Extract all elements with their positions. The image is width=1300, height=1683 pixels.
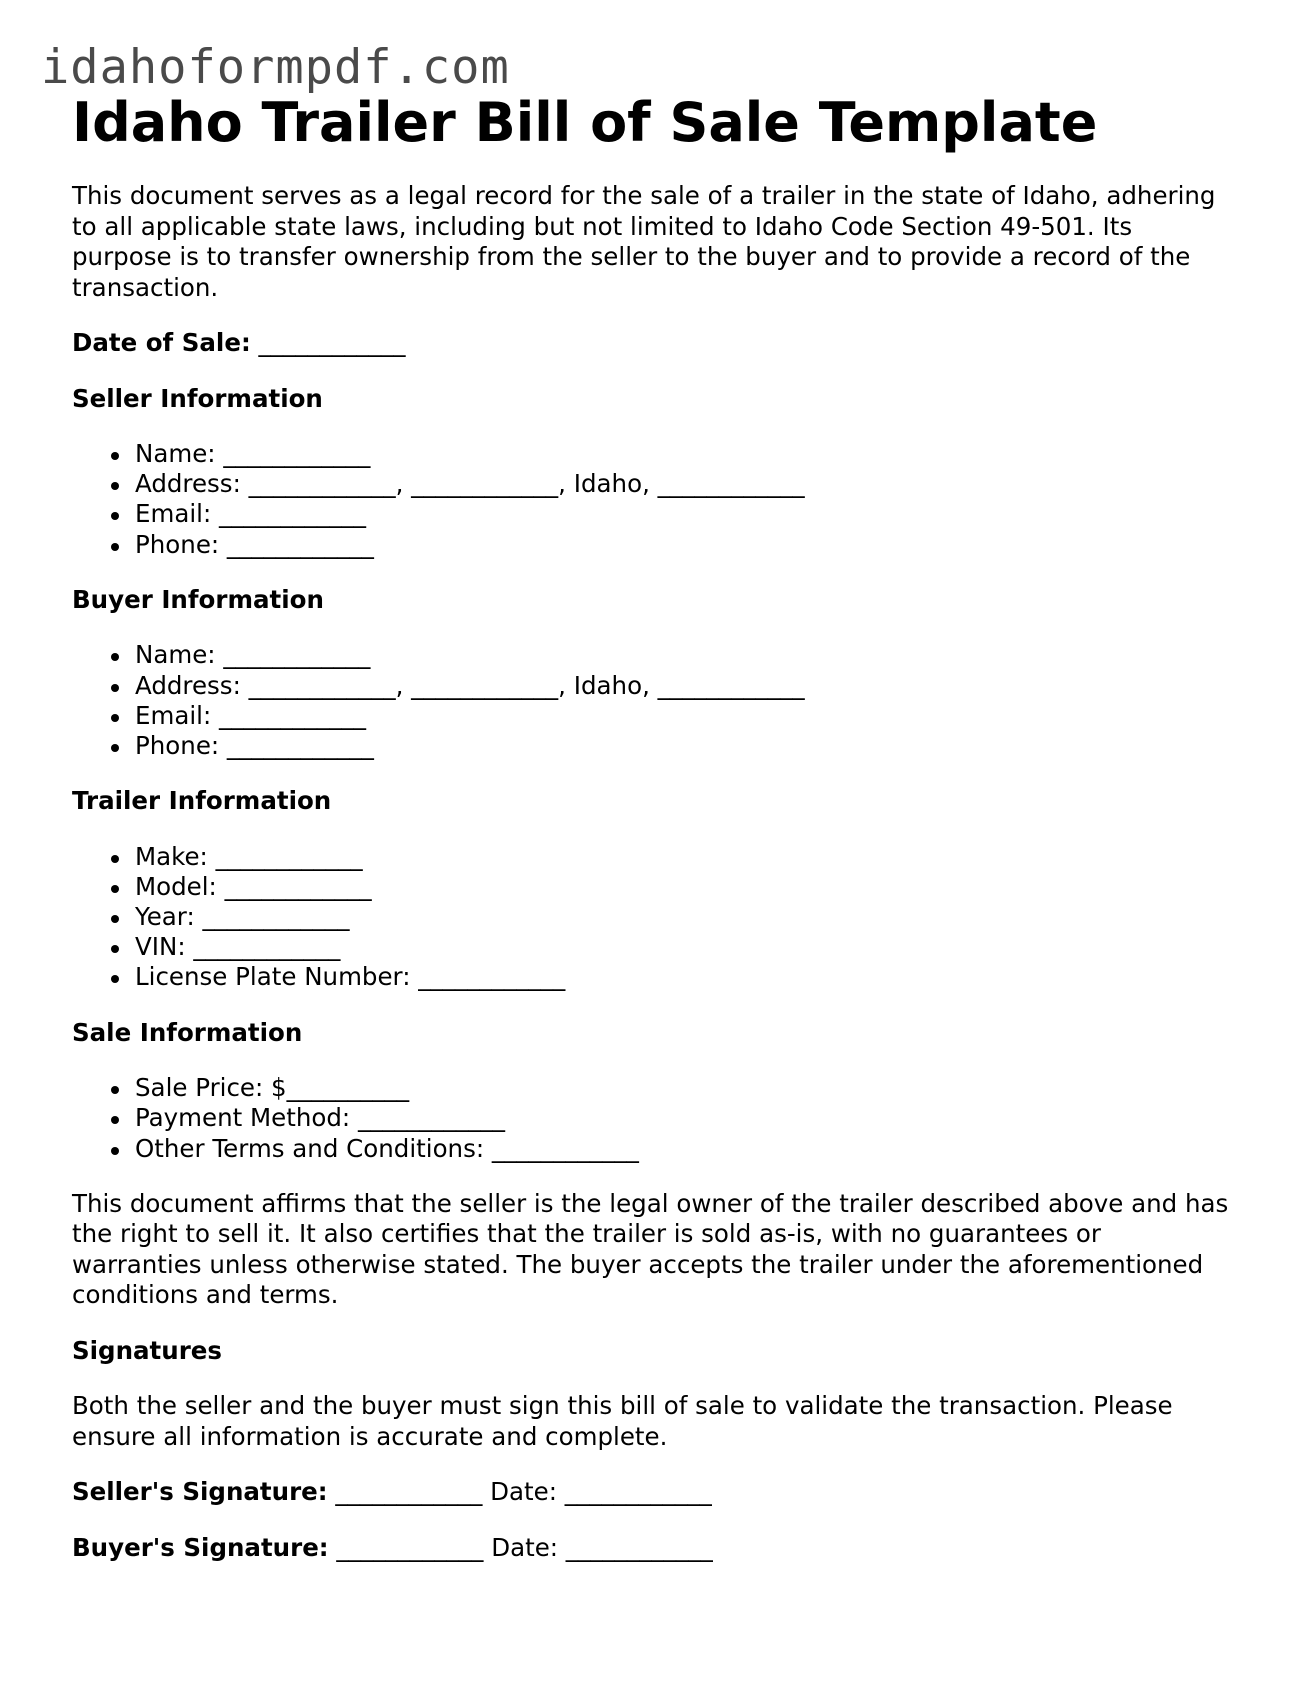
- seller-phone-field[interactable]: Phone: ____________: [135, 530, 1232, 560]
- seller-section-heading: Seller Information: [72, 383, 323, 413]
- payment-method-field[interactable]: Payment Method: ____________: [135, 1103, 1232, 1133]
- buyer-signature-line[interactable]: [72, 1533, 1232, 1564]
- watermark: idahoformpdf.com: [41, 40, 510, 95]
- seller-signature-label: Seller's Signature:: [72, 1477, 328, 1507]
- buyer-email-field[interactable]: Email: ____________: [135, 701, 1232, 731]
- seller-name-field[interactable]: Name: ____________: [135, 439, 1232, 469]
- buyer-address-field[interactable]: Address: ____________, ____________, Idaho, ____________: [135, 671, 1232, 701]
- other-terms-field[interactable]: Other Terms and Conditions: ____________: [135, 1134, 1232, 1164]
- trailer-list: [72, 842, 1232, 993]
- page-title: Idaho Trailer Bill of Sale Template: [72, 91, 1098, 154]
- trailer-section-heading: Trailer Information: [72, 786, 332, 816]
- sale-list: [72, 1073, 1232, 1164]
- buyer-signature-label: Buyer's Signature:: [72, 1532, 329, 1562]
- intro-paragraph: This document serves as a legal record for the sale of a trailer in the state of Idaho, adhering to all applicable state laws, including but not limited to Idaho Code Section 49-501. Its purpose is to transfer ownership from the seller to the buyer and to provide a record of the transaction.: [72, 181, 1216, 302]
- buyer-name-field[interactable]: Name: ____________: [135, 640, 1232, 670]
- seller-signature-blank[interactable]: ____________: [335, 1477, 483, 1507]
- signatures-instruction: Both the seller and the buyer must sign this bill of sale to validate the transaction. Please ensure all information is accurate and complete.: [72, 1391, 1173, 1451]
- seller-list: [72, 439, 1232, 560]
- buyer-list: [72, 640, 1232, 761]
- date-of-sale-field[interactable]: [72, 328, 1232, 359]
- trailer-make-field[interactable]: Make: ____________: [135, 842, 1232, 872]
- sale-section-heading: Sale Information: [72, 1017, 303, 1047]
- affirmation-paragraph: This document affirms that the seller is the legal owner of the trailer described above and has the right to sell it. It also certifies that the trailer is sold as-is, with no guarantees or warranties unless otherwise stated. The buyer accepts the trailer under the aforementioned conditions and terms.: [72, 1188, 1229, 1310]
- document: [72, 88, 1232, 1563]
- buyer-section-heading: Buyer Information: [72, 584, 324, 614]
- seller-signature-line[interactable]: [72, 1477, 1232, 1508]
- trailer-vin-field[interactable]: VIN: ____________: [135, 932, 1232, 962]
- date-of-sale-label: Date of Sale:: [72, 328, 251, 357]
- sale-price-field[interactable]: Sale Price: $__________: [135, 1073, 1232, 1103]
- seller-email-field[interactable]: Email: ____________: [135, 499, 1232, 529]
- trailer-model-field[interactable]: Model: ____________: [135, 872, 1232, 902]
- buyer-phone-field[interactable]: Phone: ____________: [135, 731, 1232, 761]
- trailer-year-field[interactable]: Year: ____________: [135, 902, 1232, 932]
- buyer-signature-blank[interactable]: ____________: [336, 1532, 484, 1562]
- trailer-license-plate-field[interactable]: License Plate Number: ____________: [135, 962, 1232, 992]
- signatures-section-heading: Signatures: [72, 1335, 222, 1365]
- seller-address-field[interactable]: Address: ____________, ____________, Idaho, ____________: [135, 469, 1232, 499]
- seller-signature-date[interactable]: Date: ____________: [490, 1477, 712, 1507]
- date-of-sale-blank[interactable]: ____________: [258, 328, 406, 357]
- buyer-signature-date[interactable]: Date: ____________: [491, 1532, 713, 1562]
